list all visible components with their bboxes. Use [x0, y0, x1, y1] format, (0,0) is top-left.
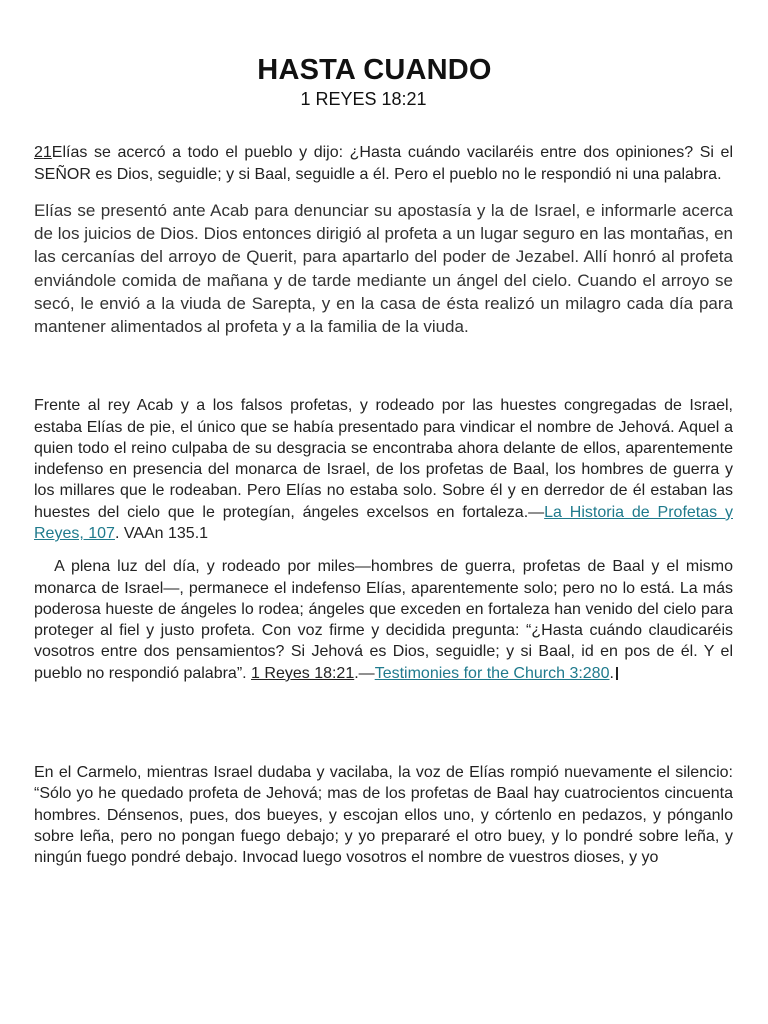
frente-ref: . VAAn 135.1 [114, 525, 209, 542]
verse-paragraph [34, 142, 733, 185]
frente-paragraph [34, 395, 733, 544]
plena-dash: .— [354, 664, 375, 682]
bible-reference-link[interactable]: 1 Reyes 18:21 [251, 664, 355, 682]
profetas-y-reyes-link[interactable]: La Historia de Profetas y Reyes, 107 [34, 503, 733, 542]
plena-end: . [609, 664, 614, 682]
page-title: HASTA CUANDO [257, 54, 492, 86]
carmelo-paragraph: En el Carmelo, mientras Israel dudaba y vacilaba, la voz de Elías rompió nuevamente el silencio: “Sólo yo he quedado profeta de Jehová; mas de los profetas de Baal hay cuatrocientos cincuenta hombres. Dénsenos, pues, dos bueyes, y escojan ellos uno, y córtenlo en pedazos, y pónganlo sobre leña, pero no pongan fuego debajo; y yo prepararé el otro buey, y lo pondré sobre leña, y ningún fuego pondré debajo. Invocad luego vosotros el nombre de vuestros dioses, y yo [34, 764, 733, 867]
plena-paragraph [34, 556, 733, 684]
document-page [34, 52, 733, 869]
page-subtitle: 1 REYES 18:21 [300, 89, 427, 109]
text-cursor-mark [616, 667, 618, 680]
plena-text: A plena luz del día, y rodeado por miles—hombres de guerra, profetas de Baal y el mismo monarca de Israel—, permanece el indefenso Elías, aparentemente solo; pero no lo está. La más poderosa hueste de ángeles lo rodea; ángeles que exceden en fortaleza han venido del cielo para proteger al fiel y justo profeta. Con voz firme y decidida pregunta: “¿Hasta cuándo claudicaréis vosotros entre dos pensamientos? Si Jehová es Dios, seguidle; y si Baal, id en pos de él. Y el pueblo no respondió palabra”. [34, 558, 734, 682]
testimonies-link[interactable]: Testimonies for the Church 3:280 [374, 664, 610, 682]
verse-text: Elías se acercó a todo el pueblo y dijo: ¿Hasta cuándo vacilaréis entre dos opiniones? Si el SEÑOR es Dios, seguidle; y si Baal, seguidle a él. Pero el pueblo no le respondió ni una palabra. [34, 144, 733, 183]
intro-paragraph: Elías se presentó ante Acab para denunciar su apostasía y la de Israel, e informarle acerca de los juicios de Dios. Dios entonces dirigió al profeta a un lugar seguro en las montañas, en las cercanías del arroyo de Querit, para apartarlo del poder de Jezabel. Allí honró al profeta enviándole comida de mañana y de tarde mediante un ángel del cielo. Cuando el arroyo se secó, le envió a la viuda de Sarepta, y en la casa de ésta realizó un milagro cada día para mantener alimentados al profeta y a la familia de la viuda. [34, 201, 733, 337]
frente-text: Frente al rey Acab y a los falsos profetas, y rodeado por las huestes congregadas de Israel, estaba Elías de pie, el único que se había presentado para vindicar el nombre de Jehová. Aquel a quien todo el reino culpaba de su desgracia se encontraba ahora delante de ellos, aparentemente indefenso en presencia del monarca de Israel, de los profetas de Baal, los hombres de guerra y los millares que le rodeaban. Pero Elías no estaba solo. Sobre él y en derredor de él estaban las huestes del cielo que le protegían, ángeles excelsos en fortaleza.— [34, 397, 733, 521]
verse-number: 21 [34, 144, 52, 161]
plena-indent [34, 558, 54, 575]
